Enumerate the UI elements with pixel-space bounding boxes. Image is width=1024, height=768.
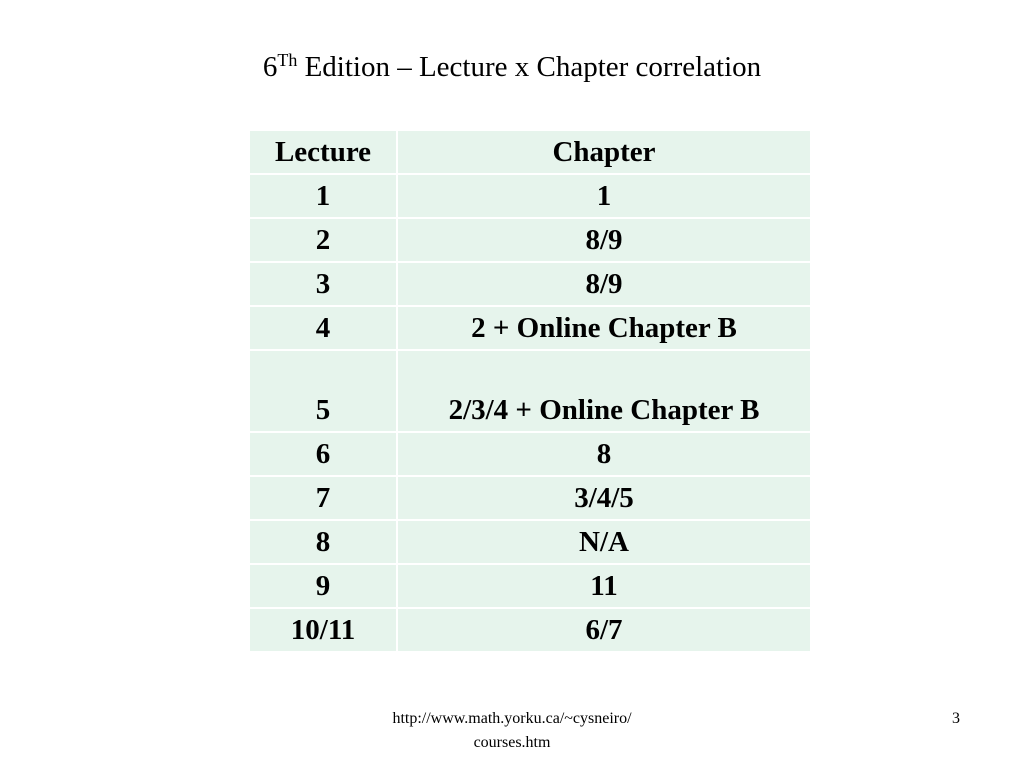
table-row — [249, 520, 811, 564]
lecture-chapter-table — [248, 129, 812, 653]
lecture-cell: 10/11 — [249, 608, 397, 652]
chapter-cell: 6/7 — [397, 608, 811, 652]
chapter-cell: 2 + Online Chapter B — [397, 306, 811, 350]
correlation-table-container — [248, 129, 810, 653]
slide-title — [0, 47, 1024, 87]
header-lecture: Lecture — [249, 130, 397, 174]
lecture-cell: 9 — [249, 564, 397, 608]
lecture-cell: 2 — [249, 218, 397, 262]
lecture-cell: 7 — [249, 476, 397, 520]
table-header-row — [249, 130, 811, 174]
chapter-cell: 1 — [397, 174, 811, 218]
title-number: 6 — [262, 51, 278, 84]
table-row — [249, 432, 811, 476]
header-chapter: Chapter — [397, 130, 811, 174]
chapter-cell: 11 — [397, 564, 811, 608]
table-row — [249, 350, 811, 432]
table-row — [249, 476, 811, 520]
lecture-cell: 3 — [249, 262, 397, 306]
chapter-cell: 8/9 — [397, 218, 811, 262]
page-number: 3 — [952, 710, 960, 727]
chapter-cell: 3/4/5 — [397, 476, 811, 520]
chapter-cell: 8/9 — [397, 262, 811, 306]
lecture-cell: 1 — [249, 174, 397, 218]
table-row — [249, 262, 811, 306]
title-text: Edition – Lecture x Chapter correlation — [297, 51, 762, 84]
lecture-cell: 4 — [249, 306, 397, 350]
lecture-cell: 8 — [249, 520, 397, 564]
lecture-cell: 6 — [249, 432, 397, 476]
table-row — [249, 564, 811, 608]
title-superscript: Th — [277, 50, 298, 71]
lecture-cell: 5 — [249, 350, 397, 432]
chapter-cell: N/A — [397, 520, 811, 564]
table-row — [249, 218, 811, 262]
footer-url-line-1[interactable]: http://www.math.yorku.ca/~cysneiro/ — [392, 710, 632, 727]
chapter-cell: 8 — [397, 432, 811, 476]
chapter-cell: 2/3/4 + Online Chapter B — [397, 350, 811, 432]
table-row — [249, 306, 811, 350]
table-row — [249, 174, 811, 218]
footer-url-line-2[interactable]: courses.htm — [473, 734, 551, 751]
table-row — [249, 608, 811, 652]
footer-url[interactable] — [300, 707, 724, 755]
